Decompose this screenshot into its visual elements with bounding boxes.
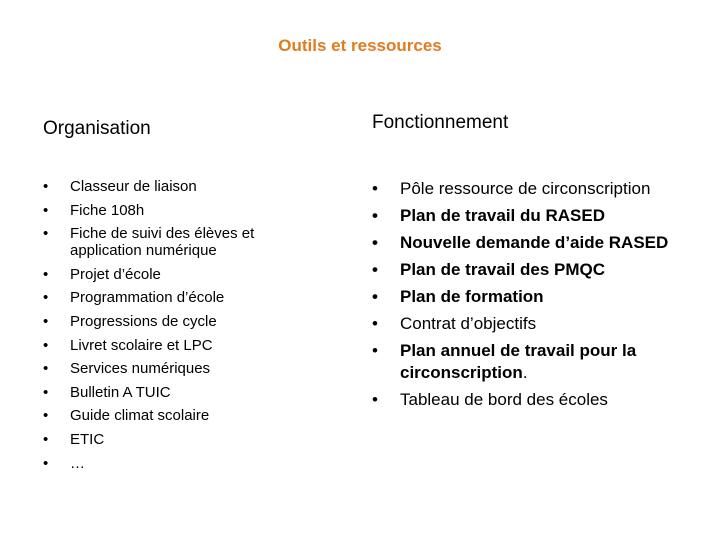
list-item: • Programmation d’école — [43, 289, 323, 306]
list-item: • Fiche 108h — [43, 202, 323, 219]
list-item: • Fiche de suivi des élèves et application numérique — [43, 225, 323, 259]
list-item — [372, 340, 692, 384]
list-item: • Guide climat scolaire — [43, 407, 323, 424]
list-item: • Livret scolaire et LPC — [43, 337, 323, 354]
organisation-column — [43, 118, 323, 478]
slide-title: Outils et ressources — [278, 36, 442, 55]
organisation-list — [43, 178, 323, 472]
list-item: • Plan de travail des PMQC — [372, 259, 692, 281]
list-item: • Plan de formation — [372, 286, 692, 308]
list-item: • Pôle ressource de circonscription — [372, 178, 692, 200]
list-item: • Plan de travail du RASED — [372, 205, 692, 227]
list-item: • ETIC — [43, 431, 323, 448]
list-item: • Progressions de cycle — [43, 313, 323, 330]
list-item: • … — [43, 455, 323, 472]
list-item: • Classeur de liaison — [43, 178, 323, 195]
list-item: • Nouvelle demande d’aide RASED — [372, 232, 692, 254]
list-item-suffix: . — [522, 363, 528, 382]
fonctionnement-list — [372, 178, 692, 411]
fonctionnement-column — [372, 112, 692, 416]
list-item: • Tableau de bord des écoles — [372, 389, 692, 411]
organisation-heading: Organisation — [43, 118, 151, 139]
list-item: • Contrat d’objectifs — [372, 313, 692, 335]
list-item-bold-text: Plan annuel de travail pour la circonscription — [400, 341, 637, 382]
list-item: • Projet d’école — [43, 266, 323, 283]
list-item: • Services numériques — [43, 360, 323, 377]
fonctionnement-heading: Fonctionnement — [372, 112, 509, 133]
list-item: • Bulletin A TUIC — [43, 384, 323, 401]
